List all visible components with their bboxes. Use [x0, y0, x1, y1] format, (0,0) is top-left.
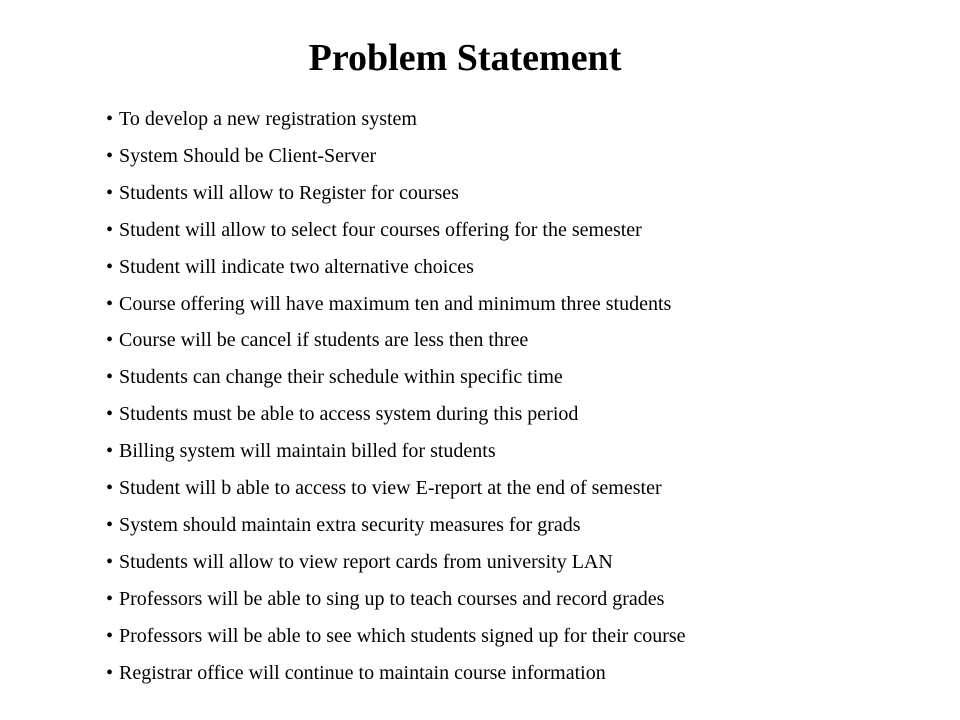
bullet-item — [106, 507, 686, 544]
bullet-item — [106, 249, 686, 286]
bullet-icon: • — [106, 661, 114, 684]
bullet-text: Professors will be able to see which students signed up for their course — [119, 624, 686, 647]
bullet-icon: • — [106, 292, 114, 315]
bullet-icon: • — [106, 255, 114, 278]
bullet-icon: • — [106, 218, 114, 241]
bullet-item — [106, 322, 686, 359]
bullet-item — [106, 581, 686, 618]
bullet-text: Students can change their schedule within specific time — [119, 366, 563, 389]
bullet-item — [106, 359, 686, 396]
bullet-icon: • — [106, 624, 114, 647]
bullet-item — [106, 396, 686, 433]
bullet-text: Students will allow to Register for courses — [119, 181, 459, 204]
bullet-item — [106, 286, 686, 323]
bullet-item — [106, 655, 686, 692]
bullet-item — [106, 212, 686, 249]
bullet-item — [106, 544, 686, 581]
bullet-text: Student will allow to select four courses offering for the semester — [119, 218, 642, 241]
bullet-text: Students must be able to access system during this period — [119, 403, 579, 426]
bullet-text: To develop a new registration system — [119, 108, 417, 130]
bullet-icon: • — [106, 181, 114, 204]
bullet-icon: • — [106, 144, 114, 167]
bullet-item — [106, 433, 686, 470]
bullet-icon: • — [106, 477, 114, 500]
bullet-icon: • — [106, 513, 114, 536]
bullet-item — [106, 138, 686, 175]
bullet-text: Course will be cancel if students are less then three — [119, 329, 529, 352]
bullet-icon: • — [106, 440, 114, 463]
bullet-text: System should maintain extra security measures for grads — [119, 513, 581, 536]
bullet-text: Student will b able to access to view E-report at the end of semester — [119, 477, 662, 500]
bullet-icon: • — [106, 366, 114, 389]
slide-title: Problem Statement — [308, 37, 622, 79]
bullet-item — [106, 101, 686, 138]
bullet-list — [106, 101, 686, 692]
bullet-text: Professors will be able to sing up to teach courses and record grades — [119, 587, 665, 610]
bullet-text: System Should be Client-Server — [119, 144, 377, 167]
bullet-item — [106, 470, 686, 507]
bullet-item — [106, 175, 686, 212]
bullet-text: Students will allow to view report cards from university LAN — [119, 550, 613, 573]
bullet-icon: • — [106, 108, 114, 130]
bullet-text: Course offering will have maximum ten and minimum three students — [119, 292, 672, 315]
bullet-icon: • — [106, 587, 114, 610]
bullet-text: Student will indicate two alternative choices — [119, 255, 474, 278]
bullet-icon: • — [106, 403, 114, 426]
bullet-text: Billing system will maintain billed for students — [119, 440, 496, 463]
bullet-icon: • — [106, 550, 114, 573]
bullet-text: Registrar office will continue to maintain course information — [119, 661, 606, 684]
bullet-icon: • — [106, 329, 114, 352]
bullet-item — [106, 618, 686, 655]
